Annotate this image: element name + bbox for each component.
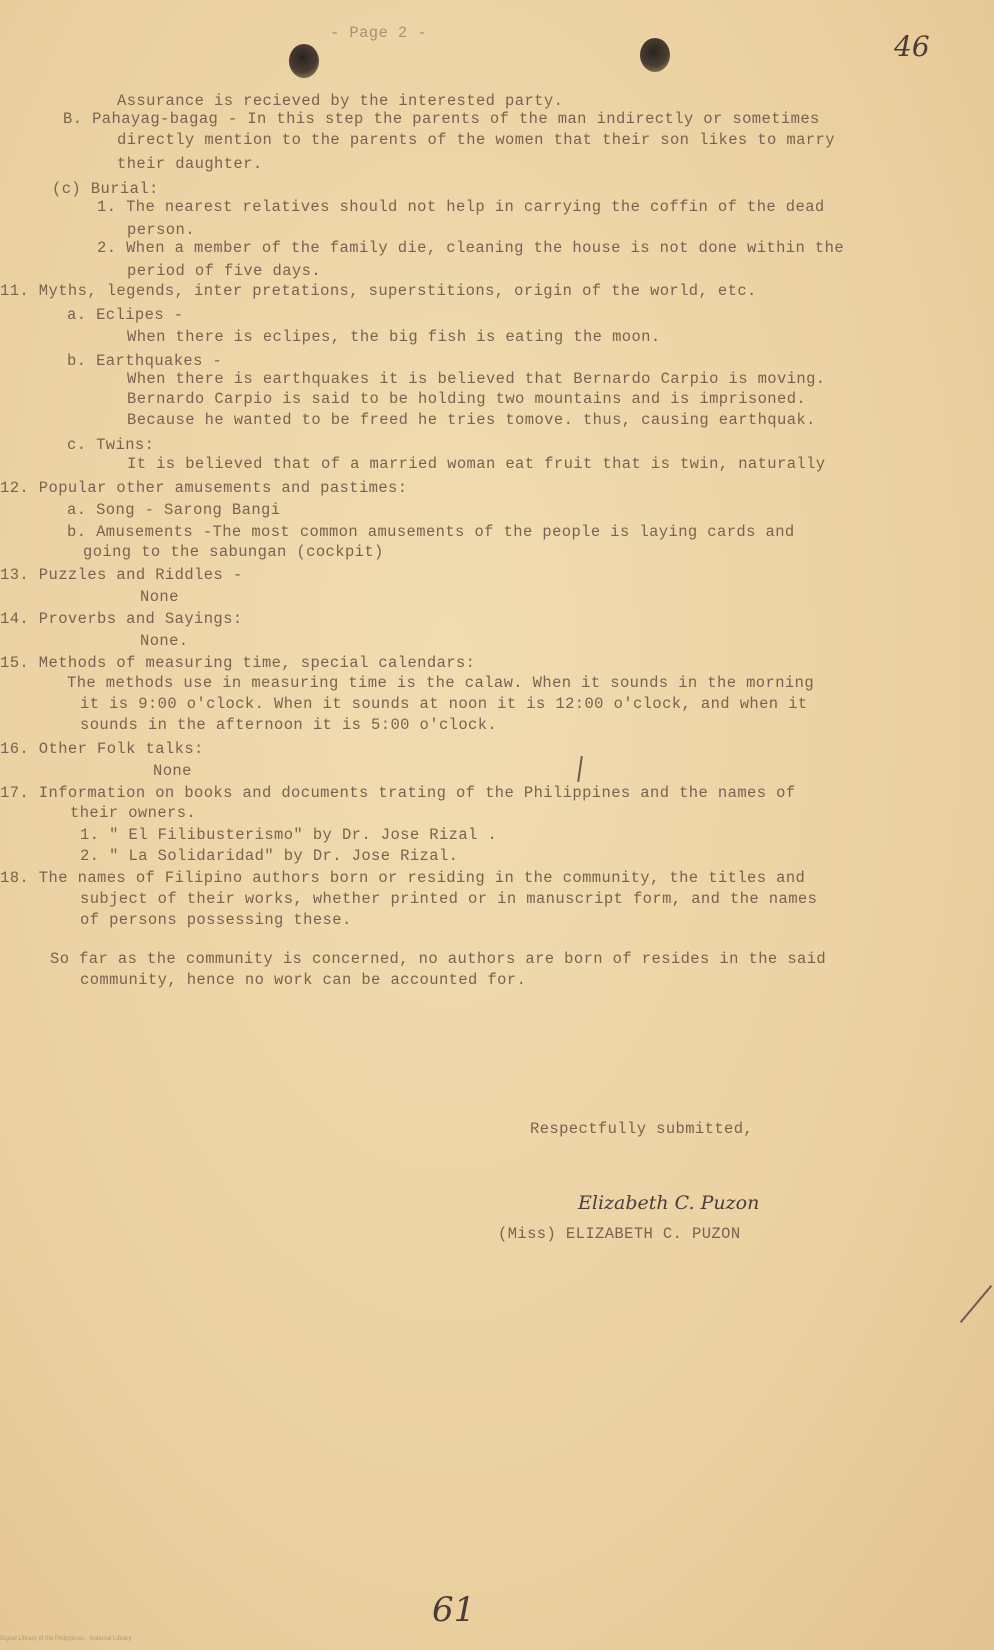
text-line: 14. Proverbs and Sayings: xyxy=(0,610,243,628)
text-line: directly mention to the parents of the women that their son likes to marry xyxy=(117,131,835,149)
text-line: subject of their works, whether printed or in manuscript form, and the names xyxy=(80,890,818,908)
punch-hole-left xyxy=(289,44,319,78)
text-line: their owners. xyxy=(70,804,197,822)
text-line: B. Pahayag-bagag - In this step the parents of the man indirectly or sometimes xyxy=(63,110,820,128)
page-number-handwritten: 61 xyxy=(432,1590,476,1630)
text-line: c. Twins: xyxy=(67,436,155,454)
text-line: their daughter. xyxy=(117,155,263,173)
text-line: going to the sabungan (cockpit) xyxy=(83,543,384,561)
text-line: Because he wanted to be freed he tries tomove. thus, causing earthquak. xyxy=(127,411,816,429)
text-line: period of five days. xyxy=(127,262,322,280)
text-line: community, hence no work can be accounted for. xyxy=(80,971,527,989)
text-line: 16. Other Folk talks: xyxy=(0,740,204,758)
signature: Elizabeth C. Puzon xyxy=(578,1192,760,1214)
text-line: 17. Information on books and documents trating of the Philippines and the names of xyxy=(0,784,796,802)
text-line: None xyxy=(140,588,179,606)
text-line: When there is eclipes, the big fish is eating the moon. xyxy=(127,328,661,346)
text-line: 12. Popular other amusements and pastimes: xyxy=(0,479,408,497)
text-line: 15. Methods of measuring time, special calendars: xyxy=(0,654,476,672)
archive-footer: Digital Library of the Philippines · National Library xyxy=(0,1636,132,1642)
closing-salutation: Respectfully submitted, xyxy=(530,1120,754,1138)
text-line: When there is earthquakes it is believed that Bernardo Carpio is moving. xyxy=(127,370,826,388)
text-line: Bernardo Carpio is said to be holding two mountains and is imprisoned. xyxy=(127,390,807,408)
text-line: 2. When a member of the family die, cleaning the house is not done within the xyxy=(97,239,845,257)
text-line: 1. The nearest relatives should not help in carrying the coffin of the dead xyxy=(97,198,825,216)
text-line: sounds in the afternoon it is 5:00 o'clock. xyxy=(80,716,498,734)
text-line: a. Eclipes - xyxy=(67,306,184,324)
text-line: 13. Puzzles and Riddles - xyxy=(0,566,243,584)
text-line: Assurance is recieved by the interested party. xyxy=(117,92,564,110)
text-line: b. Amusements -The most common amusements of the people is laying cards and xyxy=(67,523,795,541)
text-line: It is believed that of a married woman eat fruit that is twin, naturally xyxy=(127,455,826,473)
folio-number: 46 xyxy=(894,30,930,63)
punch-hole-right xyxy=(640,38,670,72)
text-line: a. Song - Sarong Bangi xyxy=(67,501,281,519)
text-line: 2. " La Solidaridad" by Dr. Jose Rizal. xyxy=(80,847,459,865)
text-line: None xyxy=(153,762,192,780)
text-line: None. xyxy=(140,632,189,650)
text-line: of persons possessing these. xyxy=(80,911,352,929)
page-label: - Page 2 - xyxy=(330,24,428,42)
text-line: So far as the community is concerned, no authors are born of resides in the said xyxy=(50,950,827,968)
pencil-mark xyxy=(960,1285,992,1323)
text-line: The methods use in measuring time is the calaw. When it sounds in the morning xyxy=(67,674,815,692)
text-line: 11. Myths, legends, inter pretations, superstitions, origin of the world, etc. xyxy=(0,282,757,300)
text-line: 1. " El Filibusterismo" by Dr. Jose Rizal . xyxy=(80,826,498,844)
text-line: 18. The names of Filipino authors born or residing in the community, the titles and xyxy=(0,869,806,887)
text-line: (c) Burial: xyxy=(52,180,159,198)
pencil-mark xyxy=(577,756,583,782)
text-line: it is 9:00 o'clock. When it sounds at noon it is 12:00 o'clock, and when it xyxy=(80,695,808,713)
text-line: b. Earthquakes - xyxy=(67,352,223,370)
signer-name: (Miss) ELIZABETH C. PUZON xyxy=(498,1225,741,1243)
text-line: person. xyxy=(127,221,195,239)
